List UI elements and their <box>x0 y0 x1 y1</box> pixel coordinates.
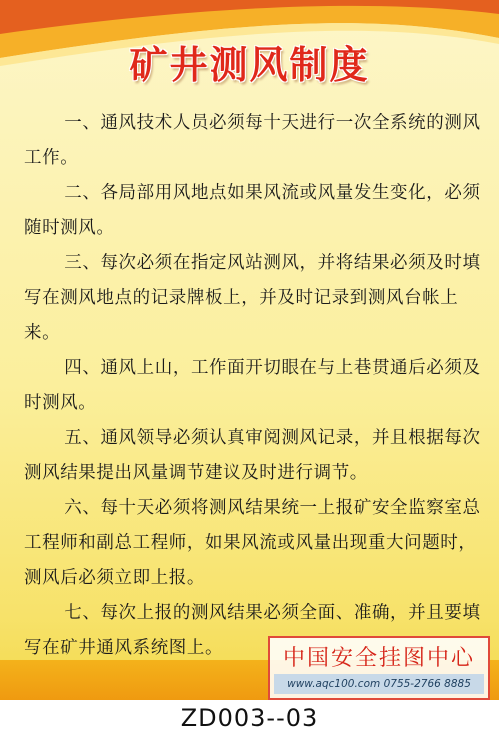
watermark-title: 中国安全挂图中心 <box>282 646 475 671</box>
rule-5: 五、通风领导必须认真审阅测风记录，并且根据每次测风结果提出风量调节建议及时进行调节。 <box>24 428 481 483</box>
rule-7: 七、每次上报的测风结果必须全面、准确，并且要填写在矿井通风系统图上。 <box>24 603 481 658</box>
rule-3: 三、每次必须在指定风站测风，并将结果必须及时填写在测风地点的记录牌板上，并及时记录到测风台帐上来。 <box>24 253 481 343</box>
rule-2: 二、各局部用风地点如果风流或风量发生变化，必须随时测风。 <box>24 183 481 238</box>
watermark-website: www.aqc100.com <box>287 678 381 690</box>
rules-body <box>24 106 484 666</box>
product-code: ZD003--03 <box>180 704 319 732</box>
watermark-phone: 0755-2766 8885 <box>383 678 471 690</box>
rule-1: 一、通风技术人员必须每十天进行一次全系统的测风工作。 <box>24 113 481 168</box>
rule-6: 六、每十天必须将测风结果统一上报矿安全监察室总工程师和副总工程师，如果风流或风量出现重大问题时，测风后必须立即上报。 <box>24 498 481 588</box>
poster-title: 矿井测风制度 <box>129 43 370 87</box>
watermark-stamp <box>268 636 490 700</box>
rule-4: 四、通风上山，工作面开切眼在与上巷贯通后必须及时测风。 <box>24 358 481 413</box>
watermark-contact <box>274 674 484 694</box>
